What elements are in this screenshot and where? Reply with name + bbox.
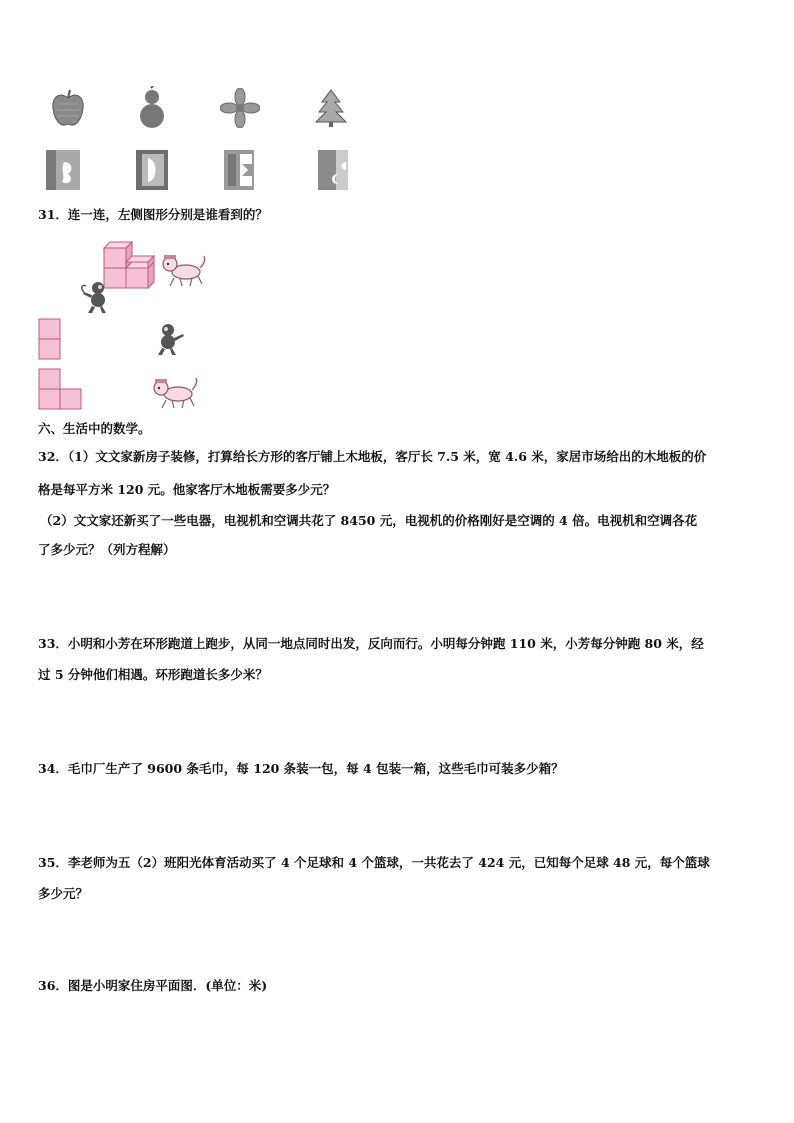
- tree-silhouette: [314, 88, 348, 128]
- question-32-part2-line1: （2）文文家还新买了一些电器，电视机和空调共花了 8450 元，电视机的价格刚好是空调的 4 倍。电视机和空调各花: [40, 513, 698, 528]
- monkey-figure-right: [152, 322, 186, 356]
- question-32-part1-line2: 格是每平方米 120 元。他家客厅木地板需要多少元？: [38, 482, 336, 497]
- view-two-stacked-squares: [38, 318, 62, 362]
- flower-silhouette: [220, 88, 260, 128]
- dog-figure-top: [160, 252, 208, 290]
- apple-silhouette: [50, 88, 86, 130]
- cutout-shape-4: [316, 148, 350, 192]
- question-32-part2-line2: 了多少元？（列方程解）: [38, 542, 176, 557]
- question-36: 36．图是小明家住房平面图．(单位：米): [38, 978, 268, 993]
- question-33-line1: 33．小明和小芳在环形跑道上跑步，从同一地点同时出发，反向而行。小明每分钟跑 110 米，小芳每分钟跑 80 米，经: [38, 636, 704, 651]
- section-6-heading: 六、生活中的数学。: [38, 421, 151, 436]
- question-31: 31．连一连，左侧图形分别是谁看到的？: [38, 207, 268, 222]
- question-35-line1: 35．李老师为五（2）班阳光体育活动买了 4 个足球和 4 个篮球，一共花去了 424 元，已知每个足球 48 元，每个篮球: [38, 855, 710, 870]
- monkey-figure-left: [80, 280, 114, 314]
- gourd-silhouette: [136, 86, 168, 130]
- question-33-line2: 过 5 分钟他们相遇。环形跑道长多少米？: [38, 667, 268, 682]
- view-l-shape: [38, 368, 84, 412]
- cutout-shape-3: [222, 148, 256, 192]
- question-35-line2: 多少元？: [38, 886, 89, 901]
- cutout-shape-1: [44, 148, 82, 192]
- dog-figure-bottom: [150, 374, 200, 412]
- question-34: 34．毛巾厂生产了 9600 条毛巾，每 120 条装一包，每 4 包装一箱，这些毛巾可装多少箱？: [38, 761, 564, 776]
- cutout-shape-2: [134, 148, 170, 192]
- question-32-part1-line1: 32．（1）文文家新房子装修，打算给长方形的客厅铺上木地板，客厅长 7.5 米，宽 4.6 米，家居市场给出的木地板的价: [38, 449, 707, 464]
